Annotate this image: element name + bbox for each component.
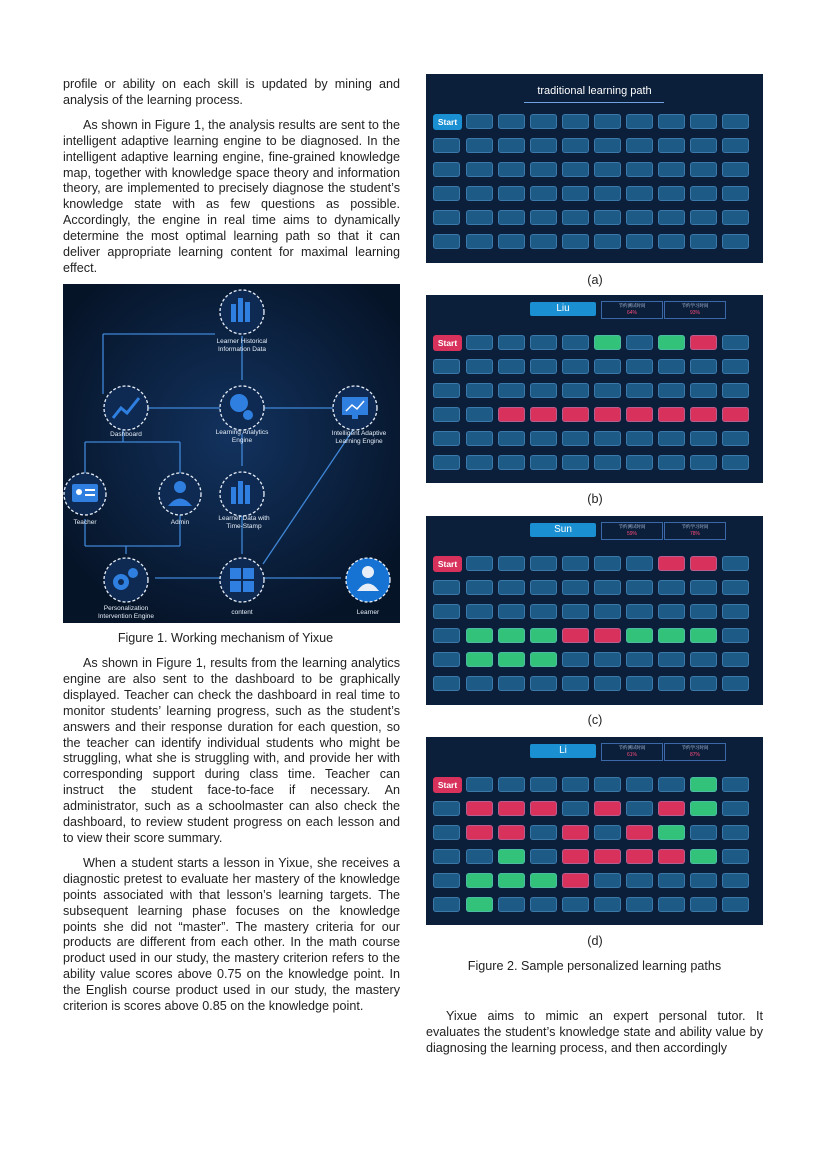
path-node	[658, 234, 685, 249]
path-node	[466, 210, 493, 225]
node-label-historical-1: Learner Historical	[216, 338, 268, 345]
path-node	[433, 186, 460, 201]
path-node	[626, 210, 653, 225]
path-node	[562, 383, 589, 398]
path-node	[722, 873, 749, 888]
path-node	[626, 335, 653, 350]
path-node	[658, 825, 685, 840]
path-node	[594, 825, 621, 840]
path-node	[498, 162, 525, 177]
path-node	[658, 801, 685, 816]
path-node	[433, 580, 460, 595]
path-node	[562, 849, 589, 864]
path-node	[530, 335, 557, 350]
path-node	[433, 873, 460, 888]
node-label-content: content	[231, 609, 253, 616]
path-node	[498, 359, 525, 374]
path-node	[562, 580, 589, 595]
path-node	[658, 210, 685, 225]
path-node	[626, 383, 653, 398]
path-node	[690, 335, 717, 350]
path-node	[466, 407, 493, 422]
path-node	[658, 383, 685, 398]
path-node	[562, 556, 589, 571]
path-node	[498, 897, 525, 912]
student-name: Liu	[530, 302, 596, 316]
node-label-admin: Admin	[170, 519, 190, 526]
path-node	[722, 383, 749, 398]
path-node	[433, 849, 460, 864]
path-node	[658, 407, 685, 422]
path-node	[562, 138, 589, 153]
path-node	[498, 676, 525, 691]
path-node	[433, 825, 460, 840]
path-node	[466, 455, 493, 470]
path-node	[690, 556, 717, 571]
path-node	[722, 210, 749, 225]
path-node	[466, 359, 493, 374]
path-node	[626, 801, 653, 816]
path-node	[498, 138, 525, 153]
path-node	[658, 628, 685, 643]
path-node	[690, 897, 717, 912]
path-node	[466, 335, 493, 350]
path-node	[498, 407, 525, 422]
path-node	[530, 162, 557, 177]
path-node	[433, 210, 460, 225]
path-node	[722, 897, 749, 912]
node-label-dashboard: Dashboard	[110, 431, 142, 438]
path-node	[594, 431, 621, 446]
node-label-adaptive-2: Learning Engine	[335, 438, 383, 445]
path-node	[498, 556, 525, 571]
node-label-personalization-2: Intervention Engine	[97, 613, 155, 620]
path-node	[530, 455, 557, 470]
path-node	[690, 234, 717, 249]
path-node	[658, 580, 685, 595]
path-node	[594, 383, 621, 398]
path-node	[594, 234, 621, 249]
path-node	[530, 383, 557, 398]
path-node	[658, 335, 685, 350]
path-node	[690, 873, 717, 888]
path-node	[722, 801, 749, 816]
path-node	[530, 407, 557, 422]
path-node	[722, 455, 749, 470]
path-node	[433, 234, 460, 249]
subfigure-label-a: (a)	[587, 273, 603, 287]
path-node	[658, 556, 685, 571]
path-node	[594, 849, 621, 864]
path-node	[626, 162, 653, 177]
path-node	[690, 162, 717, 177]
path-node	[466, 628, 493, 643]
node-label-adaptive-1: Intelligent Adaptive	[331, 430, 387, 437]
path-node	[433, 628, 460, 643]
path-node	[466, 873, 493, 888]
path-node	[466, 801, 493, 816]
path-node	[658, 652, 685, 667]
path-node	[530, 431, 557, 446]
path-node	[562, 604, 589, 619]
path-node	[562, 234, 589, 249]
path-node	[562, 801, 589, 816]
path-node	[690, 186, 717, 201]
path-node	[722, 580, 749, 595]
path-node	[722, 652, 749, 667]
path-node	[433, 359, 460, 374]
path-node	[433, 431, 460, 446]
path-node	[722, 186, 749, 201]
path-node	[594, 162, 621, 177]
path-node	[562, 455, 589, 470]
path-node	[562, 652, 589, 667]
path-node	[466, 825, 493, 840]
path-node	[466, 234, 493, 249]
path-node	[626, 234, 653, 249]
path-node	[594, 676, 621, 691]
stat-box: 节约学习时间 87%	[664, 743, 726, 761]
path-node	[690, 114, 717, 129]
stat-box: 节约测试时间 61%	[601, 743, 663, 761]
path-node	[466, 114, 493, 129]
path-node	[562, 407, 589, 422]
figure-1-diagram	[63, 284, 400, 623]
panel-title: traditional learning path	[537, 85, 652, 97]
path-node	[690, 777, 717, 792]
path-node	[466, 849, 493, 864]
path-node	[433, 138, 460, 153]
path-node	[530, 897, 557, 912]
figure-1-caption: Figure 1. Working mechanism of Yixue	[117, 631, 334, 645]
path-node	[498, 825, 525, 840]
path-node	[530, 873, 557, 888]
path-node	[530, 359, 557, 374]
path-node	[466, 556, 493, 571]
path-node	[530, 604, 557, 619]
path-node	[562, 431, 589, 446]
path-node	[722, 431, 749, 446]
id-card-icon	[72, 484, 98, 502]
path-node	[626, 455, 653, 470]
path-node	[433, 676, 460, 691]
path-node	[562, 335, 589, 350]
subfigure-label-c: (c)	[587, 713, 603, 727]
path-node	[594, 604, 621, 619]
path-node	[433, 652, 460, 667]
path-node	[594, 455, 621, 470]
path-node	[722, 777, 749, 792]
path-node	[562, 628, 589, 643]
path-node	[530, 825, 557, 840]
path-node	[690, 138, 717, 153]
path-node	[722, 407, 749, 422]
path-node	[594, 138, 621, 153]
path-node	[498, 234, 525, 249]
stat-box: 节约测试时间 64%	[601, 301, 663, 319]
paragraph: Yixue aims to mimic an expert personal tutor. It evaluates the student’s knowledge state and ability value by diagnosing the learning process, and then accordingly	[426, 1009, 763, 1055]
path-node	[562, 777, 589, 792]
node-label-teacher: Teacher	[73, 519, 97, 526]
path-node	[658, 604, 685, 619]
path-node	[498, 210, 525, 225]
path-node	[530, 114, 557, 129]
student-name: Li	[530, 744, 596, 758]
node-label-timestamp-2: Time-Stamp	[226, 523, 262, 530]
path-node	[626, 431, 653, 446]
path-node	[433, 455, 460, 470]
path-node	[498, 114, 525, 129]
path-node	[658, 431, 685, 446]
path-node	[722, 628, 749, 643]
path-node	[626, 556, 653, 571]
paragraph: As shown in Figure 1, the analysis results are sent to the intelligent adaptive learning engine to be diagnosed. In the intelligent adaptive learning engine, fine-grained knowledge map, together with knowledge space theory and information theory, are implemented to precisely diagnose the student’s knowledge state with as few questions as possible. Accordingly, the engine in real time aims to dynamically determine the most optimal learning path so that it can deliver appropriate learning content for maximal learning effect.	[63, 117, 400, 275]
path-node	[626, 676, 653, 691]
right-column-text	[426, 1009, 763, 1066]
path-node	[498, 628, 525, 643]
node-label-timestamp-1: Learner Data with	[218, 515, 270, 522]
path-node	[690, 210, 717, 225]
paragraph: As shown in Figure 1, results from the learning analytics engine are also sent to the dashboard to be graphically displayed. Teacher can check the dashboard in real time to monitor students’ learning progress, such as the student’s answers and their response duration for each question, so the teacher can identify individual students who might be struggling, what she is struggling with, and provide her with corresponding support during class time. Teacher can instruct the student face-to-face if necessary. An administrator, such as a schoolmaster can also check the dashboard, to review student progress on each lesson and to view their score summary.	[63, 656, 400, 845]
path-node	[690, 359, 717, 374]
node-label-personalization-1: Personalization	[103, 605, 149, 612]
path-node	[433, 407, 460, 422]
path-node	[626, 628, 653, 643]
student-name: Sun	[530, 523, 596, 537]
start-node: Start	[433, 114, 462, 130]
path-node	[466, 162, 493, 177]
node-label-analytics-2: Engine	[231, 437, 253, 444]
path-node	[722, 234, 749, 249]
path-node	[530, 676, 557, 691]
figure-2b-panel	[426, 295, 763, 483]
path-node	[722, 114, 749, 129]
path-node	[626, 825, 653, 840]
path-node	[690, 407, 717, 422]
path-node	[530, 849, 557, 864]
path-node	[594, 580, 621, 595]
path-node	[722, 138, 749, 153]
path-node	[466, 138, 493, 153]
path-node	[530, 234, 557, 249]
path-node	[594, 801, 621, 816]
path-node	[530, 210, 557, 225]
path-node	[594, 114, 621, 129]
path-node	[433, 897, 460, 912]
path-node	[626, 777, 653, 792]
path-node	[658, 777, 685, 792]
path-node	[498, 652, 525, 667]
path-node	[626, 186, 653, 201]
start-node: Start	[433, 556, 462, 572]
path-node	[690, 580, 717, 595]
stat-box: 节约测试时间 59%	[601, 522, 663, 540]
path-node	[722, 556, 749, 571]
path-node	[562, 897, 589, 912]
path-node	[466, 383, 493, 398]
path-node	[626, 407, 653, 422]
path-node	[466, 580, 493, 595]
path-node	[626, 114, 653, 129]
subfigure-label-d: (d)	[587, 934, 603, 948]
path-node	[690, 652, 717, 667]
path-node	[562, 162, 589, 177]
path-node	[722, 604, 749, 619]
path-node	[594, 777, 621, 792]
path-node	[498, 777, 525, 792]
path-node	[658, 455, 685, 470]
path-node	[722, 359, 749, 374]
path-node	[498, 431, 525, 446]
path-node	[498, 801, 525, 816]
node-label-analytics-1: Learning Analytics	[215, 429, 269, 436]
path-node	[658, 138, 685, 153]
path-node	[626, 849, 653, 864]
path-node	[562, 873, 589, 888]
path-node	[466, 897, 493, 912]
path-node	[530, 580, 557, 595]
path-node	[530, 777, 557, 792]
path-node	[530, 652, 557, 667]
path-node	[498, 186, 525, 201]
start-node: Start	[433, 335, 462, 351]
path-node	[530, 138, 557, 153]
path-node	[498, 335, 525, 350]
path-node	[626, 652, 653, 667]
path-node	[530, 186, 557, 201]
path-node	[626, 580, 653, 595]
path-node	[690, 628, 717, 643]
path-node	[594, 652, 621, 667]
path-node	[690, 801, 717, 816]
path-node	[530, 556, 557, 571]
path-node	[466, 186, 493, 201]
figure-2c-panel	[426, 516, 763, 705]
path-node	[658, 162, 685, 177]
path-node	[562, 676, 589, 691]
path-node	[626, 604, 653, 619]
path-node	[722, 335, 749, 350]
path-node	[594, 628, 621, 643]
path-node	[690, 849, 717, 864]
path-node	[594, 873, 621, 888]
path-node	[530, 801, 557, 816]
node-label-learner: Learner	[356, 609, 380, 616]
path-node	[594, 210, 621, 225]
figure-2-caption: Figure 2. Sample personalized learning paths	[467, 959, 722, 973]
path-node	[658, 186, 685, 201]
path-node	[466, 604, 493, 619]
path-node	[562, 359, 589, 374]
stat-box: 节约学习时间 93%	[664, 301, 726, 319]
paragraph: profile or ability on each skill is updated by mining and analysis of the learning process.	[63, 77, 400, 107]
path-node	[690, 676, 717, 691]
path-node	[562, 825, 589, 840]
path-node	[626, 359, 653, 374]
path-node	[562, 210, 589, 225]
path-node	[498, 455, 525, 470]
subfigure-label-b: (b)	[587, 492, 603, 506]
path-node	[690, 431, 717, 446]
path-node	[626, 138, 653, 153]
path-node	[594, 407, 621, 422]
path-node	[466, 652, 493, 667]
path-node	[498, 849, 525, 864]
path-node	[722, 849, 749, 864]
paragraph: When a student starts a lesson in Yixue, she receives a diagnostic pretest to evaluate her mastery of the knowledge points associated with that lesson’s learning targets. The subsequent learning phase focuses on the knowledge points she did not “master”. The mastery criteria for our products are different from each other. In the math course product used in our study, the mastery criterion refers to the ability value scores above 0.75 on the knowledge point. In the English course product used in our study, the mastery criterion is scores above 0.85 on the knowledge point.	[63, 855, 400, 1014]
path-node	[722, 162, 749, 177]
stat-box: 节约学习时间 78%	[664, 522, 726, 540]
path-node	[690, 825, 717, 840]
path-node	[690, 383, 717, 398]
path-node	[433, 801, 460, 816]
path-node	[466, 777, 493, 792]
path-node	[498, 873, 525, 888]
path-node	[626, 873, 653, 888]
path-node	[433, 162, 460, 177]
path-node	[466, 676, 493, 691]
node-label-historical-2: Information Data	[217, 346, 267, 353]
path-node	[690, 455, 717, 470]
path-node	[690, 604, 717, 619]
path-node	[658, 359, 685, 374]
path-node	[658, 114, 685, 129]
path-node	[594, 556, 621, 571]
path-node	[498, 383, 525, 398]
path-node	[722, 676, 749, 691]
path-node	[562, 114, 589, 129]
figure-2a-panel	[426, 74, 763, 263]
path-node	[658, 676, 685, 691]
start-node: Start	[433, 777, 462, 793]
path-node	[433, 604, 460, 619]
left-column-bottom	[63, 656, 400, 1024]
path-node	[658, 897, 685, 912]
path-node	[594, 897, 621, 912]
path-node	[530, 628, 557, 643]
path-node	[594, 335, 621, 350]
path-node	[466, 431, 493, 446]
path-node	[658, 873, 685, 888]
path-node	[722, 825, 749, 840]
path-node	[594, 359, 621, 374]
path-node	[498, 604, 525, 619]
path-node	[433, 383, 460, 398]
path-node	[594, 186, 621, 201]
path-node	[658, 849, 685, 864]
path-node	[626, 897, 653, 912]
figure-2d-panel	[426, 737, 763, 925]
path-node	[562, 186, 589, 201]
path-node	[498, 580, 525, 595]
left-column-top	[63, 77, 400, 286]
